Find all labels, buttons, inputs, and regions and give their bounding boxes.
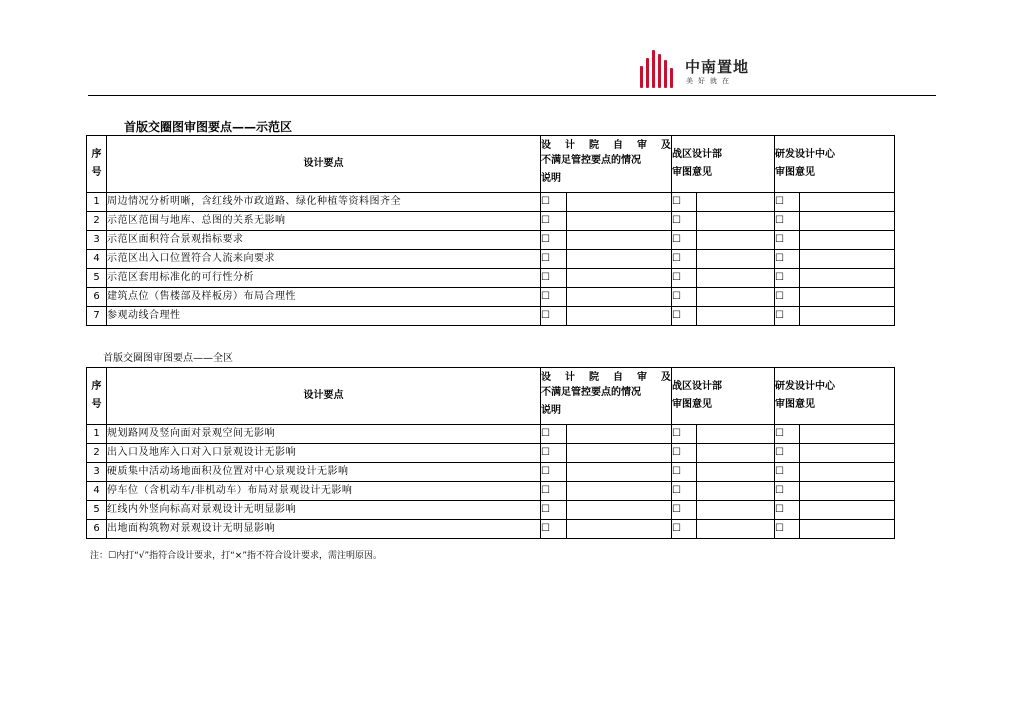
war-zone-checkbox[interactable]: ☐ (672, 250, 697, 269)
war-zone-remark-cell[interactable] (697, 463, 775, 482)
self-review-checkbox[interactable]: ☐ (541, 250, 567, 269)
design-point-text: 出地面构筑物对景观设计无明显影响 (107, 520, 541, 539)
design-point-text: 示范区出入口位置符合人流来向要求 (107, 250, 541, 269)
self-review-remark-cell[interactable] (567, 425, 672, 444)
rd-center-remark-cell[interactable] (800, 425, 895, 444)
war-zone-checkbox[interactable]: ☐ (672, 463, 697, 482)
self-review-checkbox[interactable]: ☐ (541, 269, 567, 288)
rd-center-checkbox[interactable]: ☐ (775, 212, 800, 231)
row-number: 3 (87, 231, 107, 250)
header-seq: 序 号 (87, 368, 107, 425)
rd-center-checkbox[interactable]: ☐ (775, 231, 800, 250)
footnote: 注：☐内打“√”指符合设计要求，打“×”指不符合设计要求，需注明原因。 (90, 551, 382, 561)
rd-center-checkbox[interactable]: ☐ (775, 463, 800, 482)
row-number: 6 (87, 288, 107, 307)
header-design-points: 设计要点 (107, 368, 541, 425)
design-point-text: 红线内外竖向标高对景观设计无明显影响 (107, 501, 541, 520)
rd-center-remark-cell[interactable] (800, 307, 895, 326)
self-review-checkbox[interactable]: ☐ (541, 444, 567, 463)
war-zone-checkbox[interactable]: ☐ (672, 520, 697, 539)
war-zone-remark-cell[interactable] (697, 501, 775, 520)
war-zone-checkbox[interactable]: ☐ (672, 307, 697, 326)
table-header-row (87, 368, 895, 425)
self-review-checkbox[interactable]: ☐ (541, 482, 567, 501)
self-review-remark-cell[interactable] (567, 193, 672, 212)
row-number: 4 (87, 250, 107, 269)
rd-center-checkbox[interactable]: ☐ (775, 444, 800, 463)
self-review-remark-cell[interactable] (567, 444, 672, 463)
self-review-checkbox[interactable]: ☐ (541, 307, 567, 326)
table-row (87, 231, 895, 250)
company-slogan: 美好就在 (686, 77, 734, 85)
self-review-checkbox[interactable]: ☐ (541, 231, 567, 250)
war-zone-remark-cell[interactable] (697, 520, 775, 539)
header-rd-center: 研发设计中心 审图意见 (775, 136, 895, 193)
logo-mark-icon (638, 50, 682, 90)
row-number: 5 (87, 501, 107, 520)
rd-center-checkbox[interactable]: ☐ (775, 425, 800, 444)
design-point-text: 参观动线合理性 (107, 307, 541, 326)
war-zone-checkbox[interactable]: ☐ (672, 193, 697, 212)
self-review-checkbox[interactable]: ☐ (541, 425, 567, 444)
war-zone-checkbox[interactable]: ☐ (672, 425, 697, 444)
table-body (87, 368, 895, 539)
war-zone-checkbox[interactable]: ☐ (672, 231, 697, 250)
self-review-remark-cell[interactable] (567, 520, 672, 539)
review-table-full-area (86, 367, 895, 539)
self-review-checkbox[interactable]: ☐ (541, 212, 567, 231)
rd-center-remark-cell[interactable] (800, 193, 895, 212)
war-zone-remark-cell[interactable] (697, 231, 775, 250)
war-zone-remark-cell[interactable] (697, 269, 775, 288)
header-war-zone: 战区设计部 审图意见 (672, 368, 775, 425)
table-row (87, 307, 895, 326)
header-design-points: 设计要点 (107, 136, 541, 193)
war-zone-remark-cell[interactable] (697, 193, 775, 212)
header-seq: 序 号 (87, 136, 107, 193)
rd-center-remark-cell[interactable] (800, 444, 895, 463)
row-number: 2 (87, 444, 107, 463)
rd-center-checkbox[interactable]: ☐ (775, 193, 800, 212)
design-point-text: 规划路网及竖向面对景观空间无影响 (107, 425, 541, 444)
self-review-remark-cell[interactable] (567, 463, 672, 482)
self-review-checkbox[interactable]: ☐ (541, 193, 567, 212)
rd-center-checkbox[interactable]: ☐ (775, 269, 800, 288)
self-review-remark-cell[interactable] (567, 250, 672, 269)
war-zone-remark-cell[interactable] (697, 444, 775, 463)
self-review-checkbox[interactable]: ☐ (541, 288, 567, 307)
row-number: 6 (87, 520, 107, 539)
rd-center-checkbox[interactable]: ☐ (775, 288, 800, 307)
rd-center-remark-cell[interactable] (800, 520, 895, 539)
rd-center-checkbox[interactable]: ☐ (775, 482, 800, 501)
rd-center-remark-cell[interactable] (800, 482, 895, 501)
self-review-checkbox[interactable]: ☐ (541, 520, 567, 539)
table-row (87, 269, 895, 288)
war-zone-checkbox[interactable]: ☐ (672, 501, 697, 520)
war-zone-remark-cell[interactable] (697, 425, 775, 444)
rd-center-remark-cell[interactable] (800, 231, 895, 250)
design-point-text: 出入口及地库入口对入口景观设计无影响 (107, 444, 541, 463)
rd-center-checkbox[interactable]: ☐ (775, 501, 800, 520)
design-point-text: 示范区面积符合景观指标要求 (107, 231, 541, 250)
table-row (87, 482, 895, 501)
self-review-remark-cell[interactable] (567, 231, 672, 250)
header-war-zone: 战区设计部 审图意见 (672, 136, 775, 193)
design-point-text: 示范区套用标准化的可行性分析 (107, 269, 541, 288)
self-review-remark-cell[interactable] (567, 212, 672, 231)
rd-center-remark-cell[interactable] (800, 501, 895, 520)
row-number: 1 (87, 193, 107, 212)
table-row (87, 212, 895, 231)
rd-center-remark-cell[interactable] (800, 250, 895, 269)
self-review-checkbox[interactable]: ☐ (541, 463, 567, 482)
self-review-checkbox[interactable]: ☐ (541, 501, 567, 520)
row-number: 1 (87, 425, 107, 444)
row-number: 4 (87, 482, 107, 501)
design-point-text: 停车位（含机动车/非机动车）布局对景观设计无影响 (107, 482, 541, 501)
table-row (87, 425, 895, 444)
table-row (87, 288, 895, 307)
table-body (87, 136, 895, 326)
header-self-review: 设 计 院 自 审 及 不满足管控要点的情况 说明 (541, 136, 672, 193)
design-point-text: 示范区范围与地库、总图的关系无影响 (107, 212, 541, 231)
table-row (87, 193, 895, 212)
rd-center-remark-cell[interactable] (800, 212, 895, 231)
war-zone-remark-cell[interactable] (697, 212, 775, 231)
header-self-review: 设 计 院 自 审 及 不满足管控要点的情况 说明 (541, 368, 672, 425)
self-review-remark-cell[interactable] (567, 269, 672, 288)
rd-center-remark-cell[interactable] (800, 288, 895, 307)
rd-center-checkbox[interactable]: ☐ (775, 307, 800, 326)
war-zone-remark-cell[interactable] (697, 482, 775, 501)
design-point-text: 周边情况分析明晰，含红线外市政道路、绿化种植等资料图齐全 (107, 193, 541, 212)
row-number: 2 (87, 212, 107, 231)
review-table-demo-area (86, 135, 895, 326)
self-review-remark-cell[interactable] (567, 288, 672, 307)
row-number: 5 (87, 269, 107, 288)
war-zone-remark-cell[interactable] (697, 288, 775, 307)
war-zone-checkbox[interactable]: ☐ (672, 269, 697, 288)
design-point-text: 硬质集中活动场地面积及位置对中心景观设计无影响 (107, 463, 541, 482)
war-zone-checkbox[interactable]: ☐ (672, 482, 697, 501)
section-title-demo-area: 首版交圈图审图要点——示范区 (124, 120, 293, 134)
table-header-row (87, 136, 895, 193)
war-zone-checkbox[interactable]: ☐ (672, 212, 697, 231)
table-row (87, 501, 895, 520)
rd-center-checkbox[interactable]: ☐ (775, 520, 800, 539)
header-divider (88, 95, 936, 96)
self-review-remark-cell[interactable] (567, 501, 672, 520)
table-row (87, 463, 895, 482)
self-review-remark-cell[interactable] (567, 307, 672, 326)
war-zone-remark-cell[interactable] (697, 250, 775, 269)
table-row (87, 444, 895, 463)
rd-center-checkbox[interactable]: ☐ (775, 250, 800, 269)
section-title-full-area: 首版交圈图审图要点——全区 (103, 353, 233, 364)
war-zone-checkbox[interactable]: ☐ (672, 288, 697, 307)
table-row (87, 520, 895, 539)
table-row (87, 250, 895, 269)
row-number: 7 (87, 307, 107, 326)
war-zone-checkbox[interactable]: ☐ (672, 444, 697, 463)
header-rd-center: 研发设计中心 审图意见 (775, 368, 895, 425)
row-number: 3 (87, 463, 107, 482)
company-name: 中南置地 (685, 58, 750, 76)
rd-center-remark-cell[interactable] (800, 269, 895, 288)
design-point-text: 建筑点位（售楼部及样板房）布局合理性 (107, 288, 541, 307)
self-review-remark-cell[interactable] (567, 482, 672, 501)
war-zone-remark-cell[interactable] (697, 307, 775, 326)
rd-center-remark-cell[interactable] (800, 463, 895, 482)
